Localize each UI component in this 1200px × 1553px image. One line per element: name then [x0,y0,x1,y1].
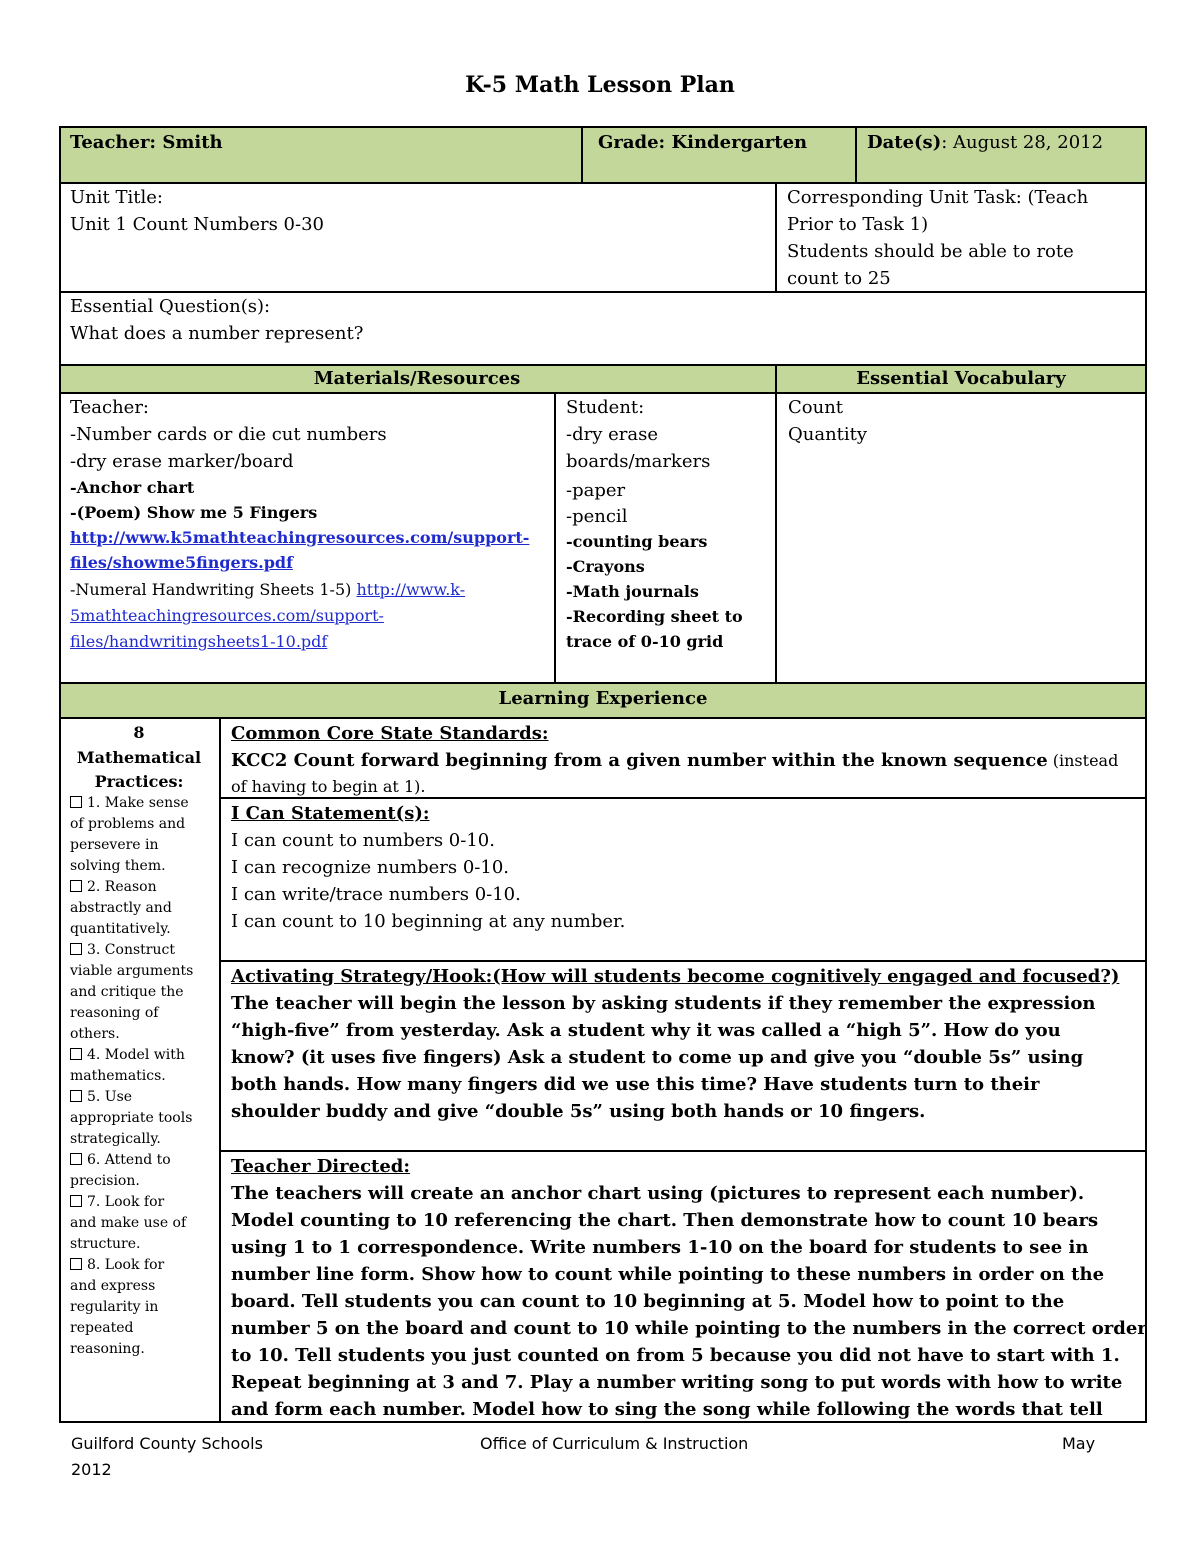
student-material: -dry erase [566,424,658,445]
practice-item-text [70,961,212,982]
practice-item-text [70,1108,212,1129]
student-material: -counting bears [566,532,708,551]
hook-line: The teacher will begin the lesson by asking students if they remember the expression [231,993,1096,1014]
checkbox-icon[interactable] [70,943,82,955]
practice-label: 1. Make sense [87,795,189,811]
date-value: : August 28, 2012 [941,132,1104,153]
practice-item-text [70,1003,212,1024]
vocabulary-word: Count [788,397,844,418]
divider [855,126,857,184]
ican-label: I Can Statement(s): [231,803,430,824]
directed-line: using 1 to 1 correspondence. Write numbers 1-10 on the board for students to see in [231,1237,1089,1258]
page-title: K-5 Math Lesson Plan [465,72,735,98]
practice-item-text [70,814,212,835]
ccss-note: of having to begin at 1). [231,777,426,796]
checkbox-icon[interactable] [70,1258,82,1270]
teacher-material: -Number cards or die cut numbers [70,424,387,445]
practice-label: reasoning of [70,1005,159,1021]
ican-statement: I can count to numbers 0-10. [231,830,495,851]
practices-title: Mathematical [76,748,202,767]
practice-label: 4. Model with [87,1047,185,1063]
student-material: -Recording sheet to [566,607,743,626]
ican-list [231,827,625,935]
practice-item[interactable] [70,1192,212,1213]
practice-item-text [70,856,212,877]
directed-line: Repeat beginning at 3 and 7. Play a number writing song to put words with how to write [231,1372,1123,1393]
teacher-material: -Anchor chart [70,478,195,497]
practices-title: Practices: [94,772,184,791]
practice-label: structure. [70,1236,141,1252]
directed-line: board. Tell students you can count to 10 beginning at 5. Model how to point to the [231,1291,1065,1312]
divider [775,182,777,293]
practice-item[interactable] [70,1150,212,1171]
practice-label: and make use of [70,1215,187,1231]
teacher-material [70,577,465,602]
checkbox-icon[interactable] [70,1090,82,1102]
vocabulary-word: Quantity [788,424,868,445]
practice-label: repeated reasoning. [70,1320,145,1357]
practice-item[interactable] [70,940,212,961]
student-material: -pencil [566,506,628,527]
practice-item[interactable] [70,793,212,814]
poem-link[interactable]: files/showme5fingers.pdf [70,553,293,572]
ican-statement: I can recognize numbers 0-10. [231,857,510,878]
vocabulary-header: Essential Vocabulary [856,368,1066,389]
grade: Grade: Kindergarten [598,132,808,153]
practice-label: 2. Reason [87,879,157,895]
essential-question-text: What does a number represent? [70,323,364,344]
practice-label: others. [70,1026,120,1042]
hook-line: know? (it uses five fingers) Ask a student to come up and give you “double 5s” using [231,1047,1084,1068]
practice-label: persevere in [70,837,159,853]
materials-header: Materials/Resources [313,368,521,389]
directed-line: to 10. Tell students you just counted on from 5 because you did not have to start with 1. [231,1345,1120,1366]
footer-left: Guilford County Schools [71,1434,263,1453]
practice-item-text [70,1024,212,1045]
checkbox-icon[interactable] [70,880,82,892]
practice-item[interactable] [70,1255,212,1276]
practice-item-text [70,1066,212,1087]
directed-label: Teacher Directed: [231,1156,411,1177]
handwriting-link[interactable]: http://www.k- [356,580,466,599]
ican-statement: I can count to 10 beginning at any number. [231,911,626,932]
practice-item-text [70,1318,212,1360]
unit-task-label-2: Prior to Task 1) [787,214,929,235]
student-material: trace of 0-10 grid [566,632,724,651]
dates [867,129,1103,156]
practice-label: strategically. [70,1131,161,1147]
practice-item[interactable] [70,1087,212,1108]
hook-line: both hands. How many fingers did we use this time? Have students turn to their [231,1074,1040,1095]
divider [219,960,1147,962]
checkbox-icon[interactable] [70,1048,82,1060]
practice-label: and critique the [70,984,184,1000]
practice-label: solving them. [70,858,166,874]
practice-label: 3. Construct [87,942,175,958]
teacher-name: Teacher: Smith [70,132,223,153]
practice-item-text [70,898,212,919]
hook-label: Activating Strategy/Hook:(How will students become cognitively engaged and focused?) [231,966,1120,987]
practice-item-text [70,1129,212,1150]
practice-label: viable arguments [70,963,194,979]
footer-right: May [1062,1434,1096,1453]
practice-label: 7. Look for [87,1194,165,1210]
directed-text [231,1180,1147,1423]
directed-line: Model counting to 10 referencing the chart. Then demonstrate how to count 10 bears [231,1210,1099,1231]
divider [581,126,583,184]
practice-label: appropriate tools [70,1110,193,1126]
teacher-material: -(Poem) Show me 5 Fingers [70,503,318,522]
unit-task-text-1: Students should be able to rote [787,241,1074,262]
handwriting-sheets-text: -Numeral Handwriting Sheets 1-5) [70,580,357,599]
practice-label: quantitatively. [70,921,171,937]
practice-label: abstractly and [70,900,172,916]
directed-line: and form each number. Model how to sing the song while following the words that tell [231,1399,1103,1420]
footer-center: Office of Curriculum & Instruction [480,1434,749,1453]
divider [554,392,556,684]
handwriting-link[interactable]: 5mathteachingresources.com/support- [70,606,384,625]
teacher-material: -dry erase marker/board [70,451,294,472]
practice-item[interactable] [70,877,212,898]
ccss-standard: KCC2 Count forward beginning from a given number within the known sequence [231,750,1048,771]
hook-text [231,990,1095,1125]
poem-link[interactable]: http://www.k5mathteachingresources.com/support- [70,528,530,547]
practices-number: 8 [133,723,145,742]
unit-task-text-2: count to 25 [787,268,891,289]
practice-label: precision. [70,1173,140,1189]
directed-line: The teachers will create an anchor chart using (pictures to represent each number). [231,1183,1085,1204]
checkbox-icon[interactable] [70,1195,82,1207]
student-material: boards/markers [566,451,711,472]
checkbox-icon[interactable] [70,1153,82,1165]
practice-item-text [70,835,212,856]
ican-statement: I can write/trace numbers 0-10. [231,884,521,905]
practice-label: and express [70,1278,156,1294]
practice-label: of problems and [70,816,186,832]
ccss-note: (instead [1047,751,1119,770]
student-material: -paper [566,480,626,501]
divider [219,1150,1147,1152]
practice-item-text [70,1171,212,1192]
date-label: Date(s) [867,132,942,153]
practice-item-text [70,1213,212,1234]
student-material: -Math journals [566,582,699,601]
hook-line: “high-five” from yesterday. Ask a student why it was called a “high 5”. How do you [231,1020,1061,1041]
teacher-materials-label: Teacher: [70,397,149,418]
practice-label: 8. Look for [87,1257,165,1273]
practice-item[interactable] [70,1045,212,1066]
student-material: -Crayons [566,557,645,576]
footer-year: 2012 [71,1460,112,1479]
practice-item-text [70,1276,212,1297]
ccss-label: Common Core State Standards: [231,723,549,744]
essential-question-label: Essential Question(s): [70,296,271,317]
unit-title-label: Unit Title: [70,187,163,208]
practice-item-text [70,1234,212,1255]
practices-list [70,793,212,1360]
practice-item-text [70,1297,212,1318]
divider [219,717,221,1423]
unit-task-label-1: Corresponding Unit Task: (Teach [787,187,1089,208]
directed-line: number line form. Show how to count while pointing to these numbers in order on the [231,1264,1105,1285]
practice-item-text [70,982,212,1003]
practice-label: regularity in [70,1299,159,1315]
hook-line: shoulder buddy and give “double 5s” using both hands or 10 fingers. [231,1101,926,1122]
student-materials-label: Student: [566,397,645,418]
checkbox-icon[interactable] [70,796,82,808]
practice-item-text [70,919,212,940]
unit-title: Unit 1 Count Numbers 0-30 [70,214,324,235]
practice-label: mathematics. [70,1068,166,1084]
practice-label: 6. Attend to [87,1152,171,1168]
directed-line: number 5 on the board and count to 10 while pointing to the numbers in the correct order [231,1318,1147,1339]
ccss-text [231,747,1118,774]
practice-label: 5. Use [87,1089,133,1105]
learning-header: Learning Experience [498,688,708,709]
handwriting-link[interactable]: files/handwritingsheets1-10.pdf [70,632,328,651]
divider [775,392,777,684]
